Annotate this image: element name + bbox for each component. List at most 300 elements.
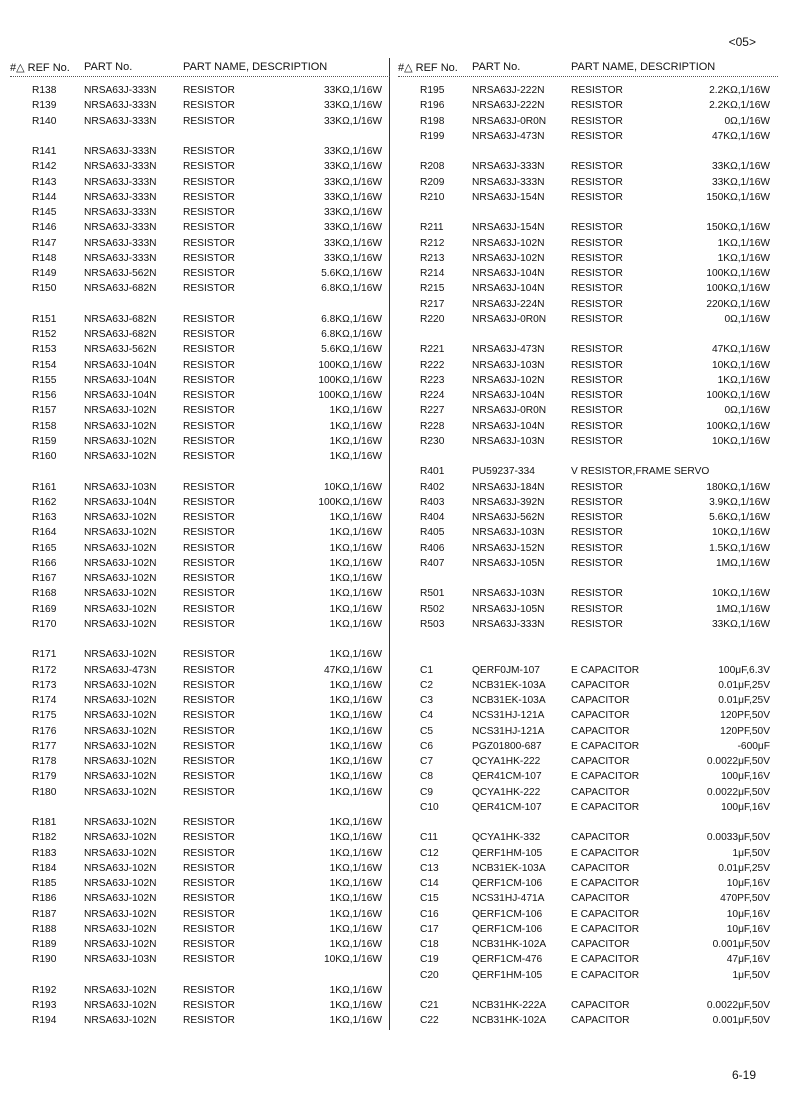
ref-no-cell: R138 xyxy=(32,85,57,96)
ref-no-cell: R196 xyxy=(420,100,445,112)
description-cell: 1KΩ,1/16W xyxy=(329,451,382,462)
part-no-cell: NRSA63J-102N xyxy=(84,420,157,432)
ref-no-cell: R222 xyxy=(420,359,445,371)
part-name-cell: RESISTOR xyxy=(183,832,235,844)
part-no-cell: NRSA63J-154N xyxy=(472,222,545,234)
table-row xyxy=(10,571,390,586)
description-cell: 150KΩ,1/16W xyxy=(706,191,770,203)
part-no-cell: NRSA63J-102N xyxy=(84,527,157,539)
ref-no-cell: R155 xyxy=(32,374,57,386)
ref-no-cell: R179 xyxy=(32,771,57,783)
description-cell: 33KΩ,1/16W xyxy=(323,85,382,96)
part-name-cell: CAPACITOR xyxy=(571,786,630,798)
part-no-cell: NCS31HJ-121A xyxy=(472,725,545,737)
table-row xyxy=(398,159,778,174)
table-row xyxy=(10,510,390,525)
part-name-cell: RESISTOR xyxy=(183,527,235,539)
table-row xyxy=(398,388,778,403)
part-no-cell: NRSA63J-562N xyxy=(84,268,157,279)
part-no-cell: NRSA63J-102N xyxy=(472,237,545,249)
description-cell: 1KΩ,1/16W xyxy=(329,649,382,661)
table-row xyxy=(10,739,390,754)
ref-no-cell: C7 xyxy=(420,756,434,767)
ref-no-cell: R164 xyxy=(32,527,57,539)
ref-no-cell: R173 xyxy=(32,679,57,691)
description-cell: 0.0022μF,50V xyxy=(706,756,770,767)
ref-no-cell: R208 xyxy=(420,161,445,173)
table-row xyxy=(10,846,390,861)
ref-no-cell: R144 xyxy=(32,191,57,203)
part-no-cell: NRSA63J-333N xyxy=(84,207,157,218)
description-cell: 33KΩ,1/16W xyxy=(323,237,382,249)
ref-no-cell: C8 xyxy=(420,771,434,783)
ref-no-cell: R190 xyxy=(32,954,57,966)
table-row xyxy=(10,769,390,784)
ref-no-cell: C4 xyxy=(420,710,434,722)
ref-no-cell: R169 xyxy=(32,603,57,615)
ref-no-cell: R153 xyxy=(32,344,57,356)
part-name-cell: RESISTOR xyxy=(571,481,623,493)
description-cell: 33KΩ,1/16W xyxy=(323,176,382,188)
table-row xyxy=(10,754,390,769)
description-cell: 100KΩ,1/16W xyxy=(706,268,770,279)
part-no-cell: NRSA63J-102N xyxy=(84,573,157,584)
part-name-cell: RESISTOR xyxy=(571,359,623,371)
part-name-cell: RESISTOR xyxy=(571,176,623,188)
description-cell: 10KΩ,1/16W xyxy=(323,954,382,966)
table-row xyxy=(10,708,390,723)
description-cell: 100μF,16V xyxy=(721,801,770,813)
part-no-cell: NCS31HJ-121A xyxy=(472,710,545,722)
ref-no-cell: R227 xyxy=(420,405,445,417)
part-name-cell: RESISTOR xyxy=(183,954,235,966)
description-cell: 1KΩ,1/16W xyxy=(329,542,382,554)
table-row xyxy=(10,220,390,235)
description-cell: 470PF,50V xyxy=(720,893,770,905)
table-row xyxy=(398,358,778,373)
part-name-cell: RESISTOR xyxy=(183,725,235,737)
table-row xyxy=(398,556,778,571)
part-name-cell: RESISTOR xyxy=(571,390,623,401)
part-name-cell: RESISTOR xyxy=(571,512,623,523)
table-header xyxy=(10,60,390,77)
part-no-cell: NRSA63J-333N xyxy=(472,161,545,173)
description-cell: 33KΩ,1/16W xyxy=(711,618,770,630)
table-row xyxy=(398,419,778,434)
ref-no-cell: C18 xyxy=(420,939,439,950)
table-row xyxy=(398,129,778,144)
part-name-cell: RESISTOR xyxy=(183,161,235,173)
part-name-cell: RESISTOR xyxy=(183,329,235,340)
part-name-cell: RESISTOR xyxy=(571,557,623,569)
ref-no-cell: R149 xyxy=(32,268,57,279)
part-no-cell: NRSA63J-102N xyxy=(84,923,157,935)
part-no-cell: NRSA63J-102N xyxy=(84,405,157,417)
parts-list-right-column xyxy=(398,60,778,1029)
part-name-cell: CAPACITOR xyxy=(571,832,630,844)
ref-no-cell: C15 xyxy=(420,893,439,905)
table-row xyxy=(398,114,778,129)
description-cell: 33KΩ,1/16W xyxy=(323,191,382,203)
description-cell: 220KΩ,1/16W xyxy=(706,298,770,310)
part-name-cell: RESISTOR xyxy=(183,252,235,264)
ref-no-cell: R159 xyxy=(32,435,57,447)
description-cell: 1KΩ,1/16W xyxy=(717,237,770,249)
part-no-cell: NRSA63J-562N xyxy=(84,344,157,356)
ref-no-cell: C17 xyxy=(420,923,439,935)
part-no-cell: NRSA63J-154N xyxy=(472,191,545,203)
part-name-cell: CAPACITOR xyxy=(571,939,630,950)
table-row xyxy=(10,327,390,342)
description-cell: 10KΩ,1/16W xyxy=(711,435,770,447)
ref-no-cell: C16 xyxy=(420,908,439,920)
table-row xyxy=(398,861,778,876)
description-cell: 1KΩ,1/16W xyxy=(329,710,382,722)
description-cell: 1KΩ,1/16W xyxy=(329,435,382,447)
table-row xyxy=(10,236,390,251)
description-cell: 100KΩ,1/16W xyxy=(318,390,382,401)
description-cell: 0.001μF,50V xyxy=(712,1015,770,1027)
part-name-cell: RESISTOR xyxy=(183,984,235,996)
part-no-cell: NRSA63J-333N xyxy=(84,252,157,264)
description-cell: 150KΩ,1/16W xyxy=(706,222,770,234)
part-name-cell: E CAPACITOR xyxy=(571,740,640,752)
table-row xyxy=(398,952,778,967)
ref-no-cell: R141 xyxy=(32,146,57,157)
ref-no-cell: R168 xyxy=(32,588,57,600)
table-row xyxy=(10,693,390,708)
description-cell: 1KΩ,1/16W xyxy=(329,695,382,706)
table-row xyxy=(10,968,390,983)
description-cell: 5.6KΩ,1/16W xyxy=(321,344,382,356)
table-row xyxy=(10,266,390,281)
table-row xyxy=(398,297,778,312)
ref-no-cell: R184 xyxy=(32,862,57,874)
ref-no-cell: C2 xyxy=(420,679,434,691)
table-row xyxy=(10,830,390,845)
description-cell: 1KΩ,1/16W xyxy=(329,893,382,905)
description-cell: 100KΩ,1/16W xyxy=(318,496,382,508)
part-no-cell: NRSA63J-562N xyxy=(472,512,545,523)
table-row xyxy=(10,495,390,510)
table-row xyxy=(398,586,778,601)
description-cell: 1.5KΩ,1/16W xyxy=(709,542,770,554)
table-row xyxy=(398,251,778,266)
table-row xyxy=(398,312,778,327)
description-cell: 3.9KΩ,1/16W xyxy=(709,496,770,508)
part-name-cell: RESISTOR xyxy=(183,786,235,798)
description-cell: 100KΩ,1/16W xyxy=(706,390,770,401)
part-name-cell: E CAPACITOR xyxy=(571,908,640,920)
part-name-cell: RESISTOR xyxy=(183,451,235,462)
part-no-cell: NRSA63J-224N xyxy=(472,298,545,310)
ref-no-cell: C19 xyxy=(420,954,439,966)
description-cell: 10KΩ,1/16W xyxy=(323,481,382,493)
table-row xyxy=(10,922,390,937)
part-name-cell: RESISTOR xyxy=(183,695,235,706)
table-row xyxy=(398,464,778,479)
description-cell: 6.8KΩ,1/16W xyxy=(321,329,382,340)
part-no-cell: NRSA63J-103N xyxy=(472,435,545,447)
ref-no-cell: R215 xyxy=(420,283,445,295)
table-row xyxy=(398,632,778,647)
part-no-cell: NRSA63J-104N xyxy=(84,390,157,401)
description-cell: 1KΩ,1/16W xyxy=(329,725,382,737)
part-no-cell: NRSA63J-102N xyxy=(84,984,157,996)
part-no-cell: NRSA63J-102N xyxy=(84,756,157,767)
description-cell: 10μF,16V xyxy=(726,878,770,889)
description-cell: 33KΩ,1/16W xyxy=(323,161,382,173)
table-row xyxy=(10,98,390,113)
part-no-cell: NRSA63J-102N xyxy=(84,1015,157,1027)
part-name-cell: RESISTOR xyxy=(183,573,235,584)
part-no-cell: NRSA63J-0R0N xyxy=(472,115,547,127)
ref-no-cell: R183 xyxy=(32,847,57,859)
header-part-name: PART NAME, DESCRIPTION xyxy=(183,61,328,73)
table-row xyxy=(398,724,778,739)
table-header xyxy=(398,60,778,77)
part-name-cell: RESISTOR xyxy=(183,664,235,676)
description-cell: 0Ω,1/16W xyxy=(724,313,770,325)
part-name-cell: CAPACITOR xyxy=(571,695,630,706)
description-cell: 33KΩ,1/16W xyxy=(323,252,382,264)
part-no-cell: QERF1HM-105 xyxy=(472,969,543,981)
part-name-cell: RESISTOR xyxy=(571,283,623,295)
table-row xyxy=(10,159,390,174)
table-row xyxy=(10,434,390,449)
part-no-cell: NRSA63J-104N xyxy=(84,496,157,508)
part-name-cell: CAPACITOR xyxy=(571,725,630,737)
table-row xyxy=(10,449,390,464)
table-row xyxy=(398,617,778,632)
table-row xyxy=(10,663,390,678)
part-name-cell: RESISTOR xyxy=(183,176,235,188)
part-name-cell: RESISTOR xyxy=(183,268,235,279)
part-name-cell: RESISTOR xyxy=(183,420,235,432)
part-name-cell: RESISTOR xyxy=(183,893,235,905)
ref-no-cell: R501 xyxy=(420,588,445,600)
ref-no-cell: R224 xyxy=(420,390,445,401)
description-cell: 1KΩ,1/16W xyxy=(329,878,382,889)
part-no-cell: PU59237-334 xyxy=(472,466,535,478)
part-no-cell: NRSA63J-473N xyxy=(472,344,545,356)
part-no-cell: NRSA63J-333N xyxy=(84,85,157,96)
description-cell: 120PF,50V xyxy=(720,725,770,737)
part-no-cell: QERF1HM-105 xyxy=(472,847,543,859)
ref-no-cell: C5 xyxy=(420,725,434,737)
description-cell: 47μF,16V xyxy=(726,954,770,966)
table-row xyxy=(10,419,390,434)
ref-no-cell: R404 xyxy=(420,512,445,523)
table-row xyxy=(10,800,390,815)
table-row xyxy=(398,998,778,1013)
part-name-cell: RESISTOR xyxy=(183,588,235,600)
description-cell: 1KΩ,1/16W xyxy=(329,740,382,752)
header-part-no: PART No. xyxy=(472,61,521,73)
description-cell: 0.0033μF,50V xyxy=(706,832,770,844)
description-cell: 0.001μF,50V xyxy=(712,939,770,950)
ref-no-cell: R402 xyxy=(420,481,445,493)
ref-no-cell: R167 xyxy=(32,573,57,584)
part-name-cell: RESISTOR xyxy=(183,1000,235,1011)
ref-no-cell: C21 xyxy=(420,1000,439,1011)
ref-no-cell: R148 xyxy=(32,252,57,264)
part-no-cell: NCB31HK-102A xyxy=(472,1015,547,1027)
part-name-cell: RESISTOR xyxy=(183,313,235,325)
part-no-cell: NRSA63J-333N xyxy=(84,176,157,188)
ref-no-cell: C22 xyxy=(420,1015,439,1027)
table-row xyxy=(398,266,778,281)
part-name-cell: RESISTOR xyxy=(571,252,623,264)
ref-no-cell: R403 xyxy=(420,496,445,508)
description-cell: -600μF xyxy=(737,740,770,752)
part-no-cell: NRSA63J-102N xyxy=(84,588,157,600)
part-no-cell: NRSA63J-333N xyxy=(472,618,545,630)
part-no-cell: NCB31HK-102A xyxy=(472,939,547,950)
part-name-cell: E CAPACITOR xyxy=(571,771,640,783)
ref-no-cell: R407 xyxy=(420,557,445,569)
table-row xyxy=(398,739,778,754)
table-row xyxy=(10,373,390,388)
part-no-cell: NRSA63J-222N xyxy=(472,85,545,96)
ref-no-cell: R182 xyxy=(32,832,57,844)
part-no-cell: NRSA63J-102N xyxy=(84,908,157,920)
ref-no-cell: C11 xyxy=(420,832,438,844)
part-no-cell: NRSA63J-102N xyxy=(84,649,157,661)
part-no-cell: NRSA63J-473N xyxy=(84,664,157,676)
table-row xyxy=(10,525,390,540)
description-cell: 10μF,16V xyxy=(726,923,770,935)
ref-no-cell: R172 xyxy=(32,664,57,676)
table-row xyxy=(10,1013,390,1028)
part-no-cell: NRSA63J-222N xyxy=(472,100,545,112)
part-no-cell: NRSA63J-102N xyxy=(84,710,157,722)
part-name-cell: RESISTOR xyxy=(183,756,235,767)
table-row xyxy=(398,144,778,159)
part-no-cell: NRSA63J-102N xyxy=(84,893,157,905)
ref-no-cell: R214 xyxy=(420,268,445,279)
table-row xyxy=(398,922,778,937)
part-no-cell: NRSA63J-473N xyxy=(472,130,545,142)
part-name-cell: RESISTOR xyxy=(183,817,235,828)
ref-no-cell: C9 xyxy=(420,786,434,798)
ref-no-cell: R145 xyxy=(32,207,57,218)
description-cell: 47KΩ,1/16W xyxy=(323,664,382,676)
part-no-cell: NRSA63J-103N xyxy=(472,527,545,539)
ref-no-cell: R213 xyxy=(420,252,445,264)
part-no-cell: NRSA63J-103N xyxy=(472,359,545,371)
part-no-cell: NRSA63J-104N xyxy=(472,268,545,279)
table-row xyxy=(398,495,778,510)
description-cell: 1KΩ,1/16W xyxy=(717,252,770,264)
part-name-cell: RESISTOR xyxy=(183,344,235,356)
table-row xyxy=(10,785,390,800)
ref-no-cell: R209 xyxy=(420,176,445,188)
part-no-cell: NRSA63J-104N xyxy=(84,374,157,386)
part-name-cell: RESISTOR xyxy=(183,557,235,569)
part-no-cell: NRSA63J-102N xyxy=(84,878,157,889)
ref-no-cell: R181 xyxy=(32,817,57,828)
ref-no-cell: R150 xyxy=(32,283,57,295)
table-row xyxy=(398,342,778,357)
description-cell: 1MΩ,1/16W xyxy=(715,557,770,569)
ref-no-cell: C10 xyxy=(420,801,439,813)
description-cell: 0.0022μF,50V xyxy=(706,786,770,798)
table-row xyxy=(10,205,390,220)
ref-no-cell: R158 xyxy=(32,420,57,432)
description-cell: 1KΩ,1/16W xyxy=(329,420,382,432)
ref-no-cell: R161 xyxy=(32,481,57,493)
table-row xyxy=(398,876,778,891)
part-name-cell: RESISTOR xyxy=(183,374,235,386)
ref-no-cell: R175 xyxy=(32,710,57,722)
part-name-cell: RESISTOR xyxy=(183,679,235,691)
table-row xyxy=(398,403,778,418)
part-name-cell: RESISTOR xyxy=(183,405,235,417)
description-cell: 0Ω,1/16W xyxy=(724,115,770,127)
part-no-cell: NRSA63J-102N xyxy=(84,725,157,737)
ref-no-cell: R176 xyxy=(32,725,57,737)
table-row xyxy=(398,693,778,708)
part-name-cell: RESISTOR xyxy=(571,130,623,142)
part-name-cell: RESISTOR xyxy=(571,191,623,203)
part-no-cell: NRSA63J-102N xyxy=(84,542,157,554)
table-row xyxy=(10,952,390,967)
description-cell: 0.01μF,25V xyxy=(718,695,770,706)
part-name-cell: RESISTOR xyxy=(571,237,623,249)
description-cell: 47KΩ,1/16W xyxy=(711,130,770,142)
part-name-cell: RESISTOR xyxy=(571,527,623,539)
description-cell: 10μF,16V xyxy=(726,908,770,920)
part-no-cell: NCB31HK-222A xyxy=(472,1000,547,1011)
ref-no-cell: R228 xyxy=(420,420,445,432)
table-row xyxy=(10,144,390,159)
description-cell: 5.6KΩ,1/16W xyxy=(709,512,770,523)
table-row xyxy=(398,663,778,678)
table-row xyxy=(10,281,390,296)
table-row xyxy=(398,480,778,495)
table-row xyxy=(398,785,778,800)
part-no-cell: QERF1CM-106 xyxy=(472,878,543,889)
table-row xyxy=(10,647,390,662)
ref-no-cell: R503 xyxy=(420,618,445,630)
part-name-cell: RESISTOR xyxy=(571,435,623,447)
description-cell: 0.0022μF,50V xyxy=(706,1000,770,1011)
description-cell: 10KΩ,1/16W xyxy=(711,588,770,600)
table-row xyxy=(10,998,390,1013)
table-row xyxy=(398,571,778,586)
ref-no-cell: R401 xyxy=(420,466,445,478)
part-no-cell: NRSA63J-105N xyxy=(472,603,545,615)
part-name-cell: RESISTOR xyxy=(183,618,235,630)
part-name-cell: RESISTOR xyxy=(571,115,623,127)
description-cell: 1KΩ,1/16W xyxy=(329,588,382,600)
table-row xyxy=(398,327,778,342)
ref-no-cell: R165 xyxy=(32,542,57,554)
table-row xyxy=(398,98,778,113)
description-cell: 100KΩ,1/16W xyxy=(706,283,770,295)
table-row xyxy=(10,297,390,312)
part-no-cell: NRSA63J-0R0N xyxy=(472,313,547,325)
description-cell: 1KΩ,1/16W xyxy=(329,786,382,798)
table-row xyxy=(398,449,778,464)
ref-no-cell: C6 xyxy=(420,740,434,752)
table-row xyxy=(10,876,390,891)
table-row xyxy=(10,602,390,617)
table-row xyxy=(398,236,778,251)
part-name-cell: RESISTOR xyxy=(183,100,235,112)
table-row xyxy=(10,678,390,693)
